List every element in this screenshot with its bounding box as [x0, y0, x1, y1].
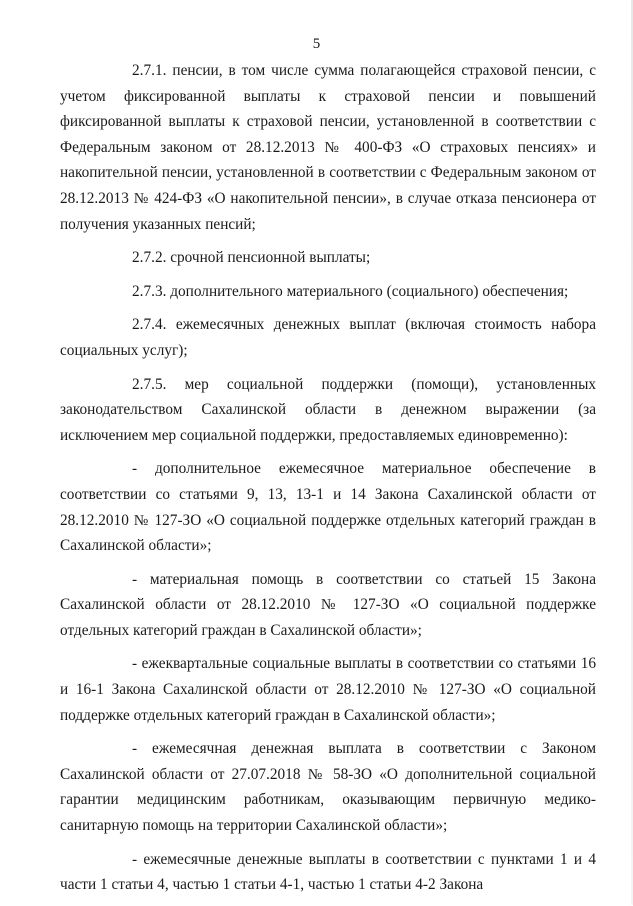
paragraph-2-7-2: 2.7.2. срочной пенсионной выплаты; — [132, 249, 371, 267]
list-item-material-aid: - материальная помощь в соответствии со статьей 15 Закона Сахалинской области от 28.12.2010 № 127-ЗО «О социальной поддержке отдельных категорий граждан в Сахалинской области»; — [60, 570, 596, 639]
paragraph-2-7-4: 2.7.4. ежемесячных денежных выплат (включая стоимость набора социальных услуг); — [60, 316, 596, 359]
page-number: 5 — [312, 36, 321, 52]
paragraph-2-7-5: 2.7.5. мер социальной поддержки (помощи), установленных законодательством Сахалинской области в денежном выражении (за исключением мер социальной поддержки, предоставляемых единовременно): — [60, 375, 596, 444]
list-item-medical-workers-payment: - ежемесячная денежная выплата в соответствии с Законом Сахалинской области от 27.07.2018 № 58-ЗО «О дополнительной социальной гарантии медицинским работникам, оказывающим первичную медико-санитарную помощь на территории Сахалинской области»; — [60, 740, 596, 835]
paragraph-2-7-3: 2.7.3. дополнительного материального (социального) обеспечения; — [132, 282, 569, 300]
list-item-material-support: - дополнительное ежемесячное материальное обеспечение в соответствии со статьями 9, 13, 13-1 и 14 Закона Сахалинской области от 28.12.2010 № 127-ЗО «О социальной поддержке отдельных категорий граждан в Сахалинской области»; — [60, 460, 596, 555]
document-body — [60, 58, 596, 906]
list-item-monthly-payments: - ежемесячные денежные выплаты в соответствии с пунктами 1 и 4 части 1 статьи 4, частью 1 статьи 4-1, частью 1 статьи 4-2 Закона — [60, 850, 596, 894]
list-item-quarterly-payments: - ежеквартальные социальные выплаты в соответствии со статьями 16 и 16-1 Закона Сахалинской области от 28.12.2010 № 127-ЗО «О социальной поддержке отдельных категорий граждан в Сахалинской области»; — [60, 655, 596, 724]
paragraph-2-7-1: 2.7.1. пенсии, в том числе сумма полагающейся страховой пенсии, с учетом фиксированной выплаты к страховой пенсии и повышений фиксированной выплаты к страховой пенсии, установленной в соответствии с Федеральным законом от 28.12.2013 № 400-ФЗ «О страховых пенсиях» и накопительной пенсии, установленной в соответствии с Федеральным законом от 28.12.2013 № 424-ФЗ «О накопительной пенсии», в случае отказа пенсионера от получения указанных пенсий; — [60, 62, 596, 233]
